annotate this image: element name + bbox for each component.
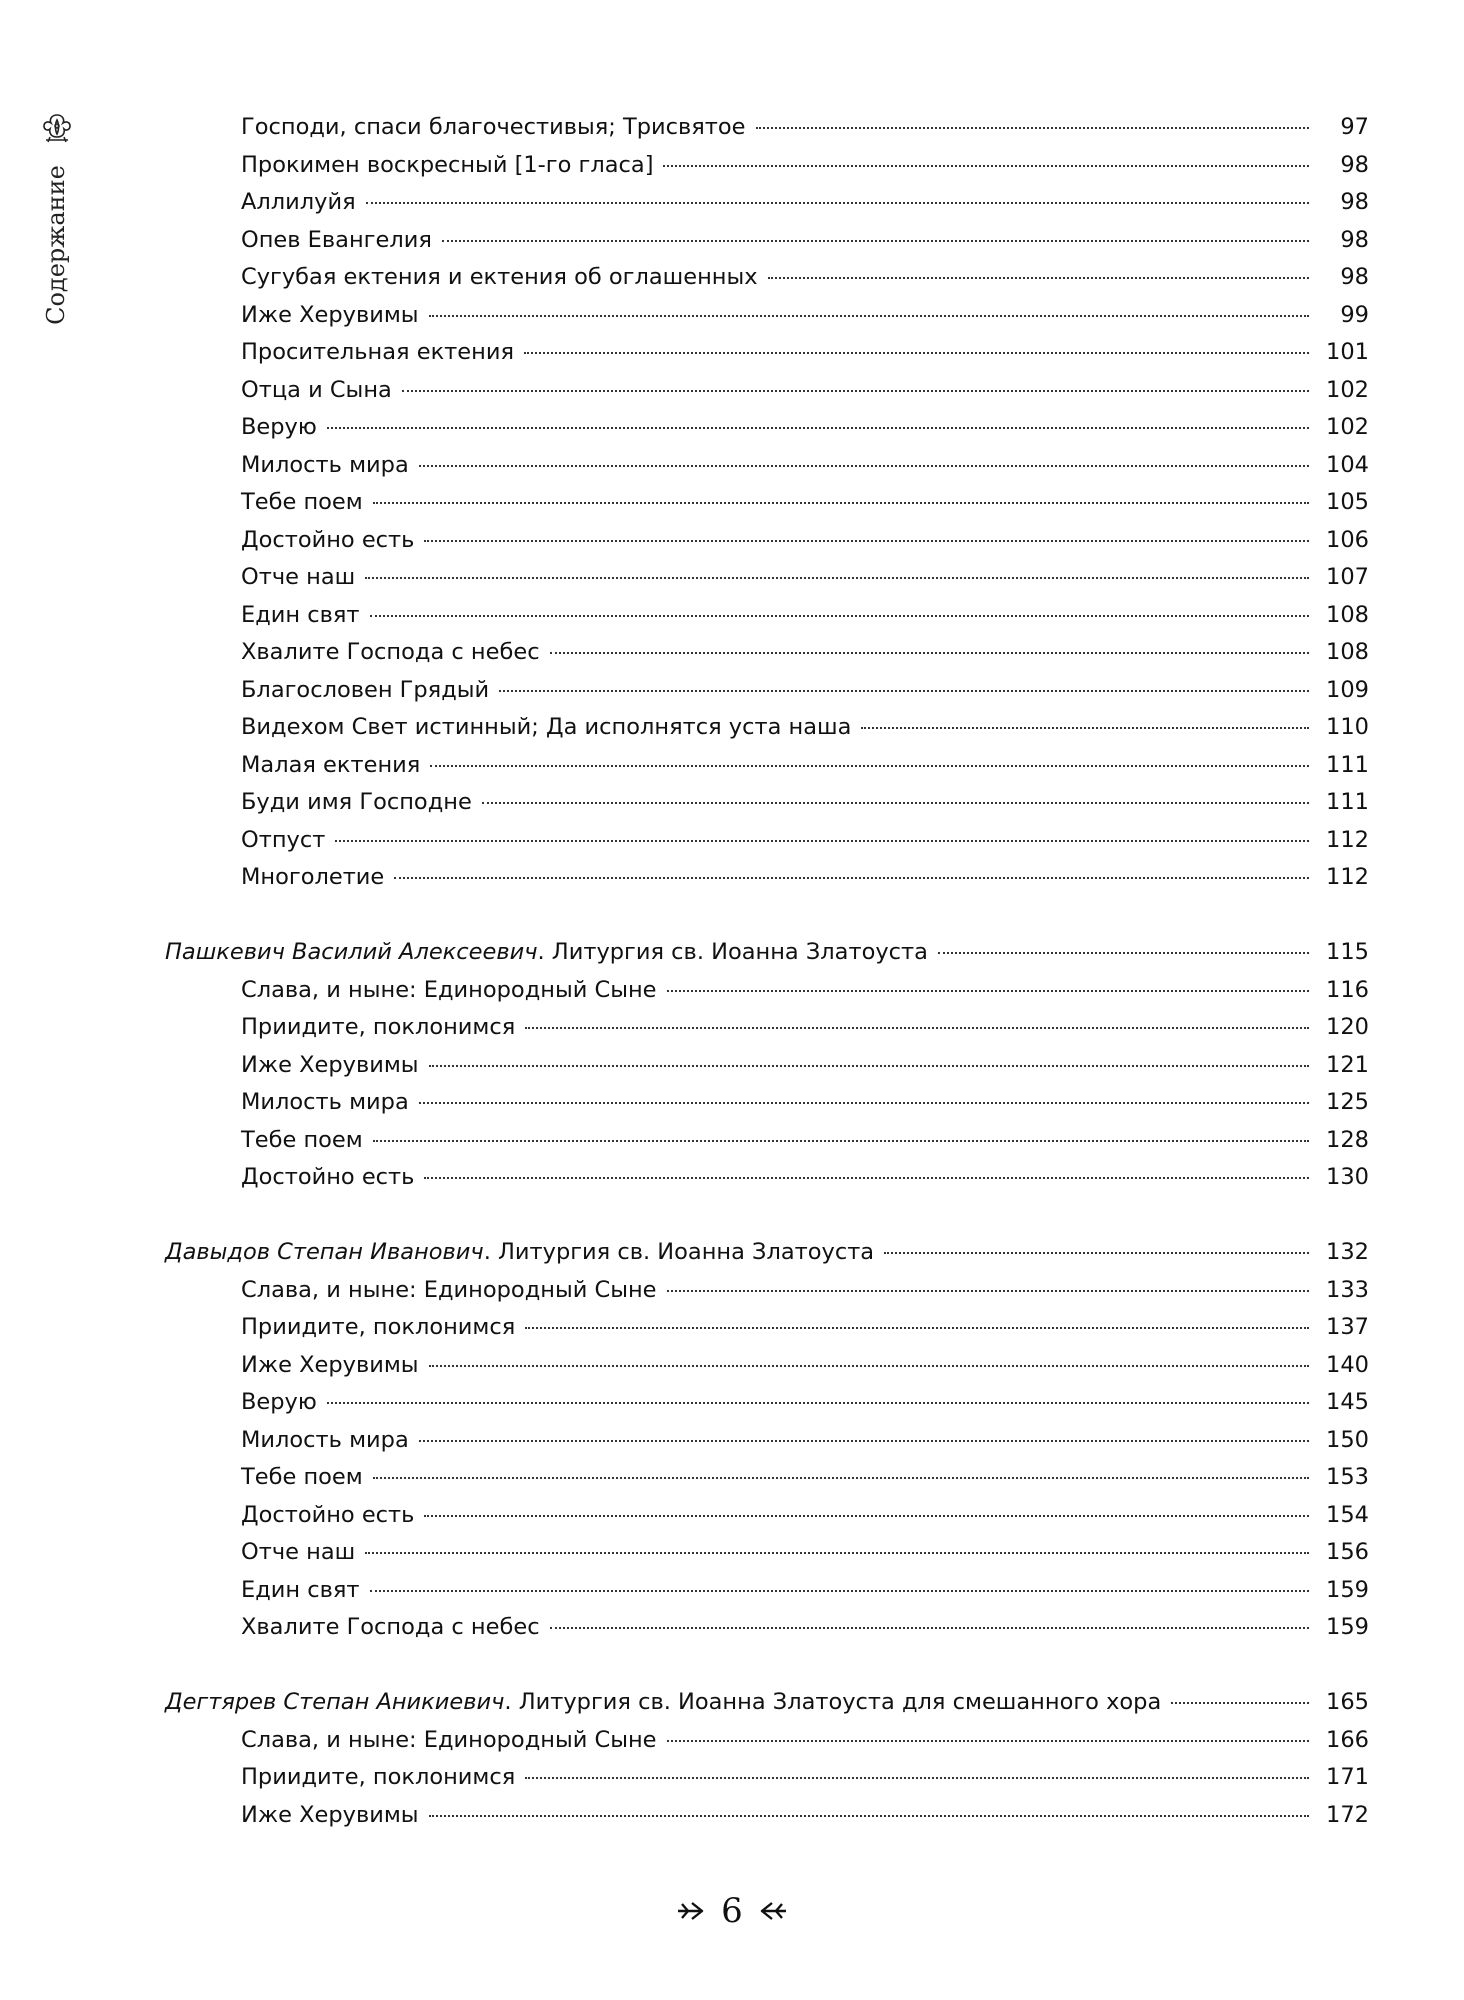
toc-dot-leader — [429, 315, 1309, 317]
toc-entry[interactable] — [0, 522, 1464, 559]
toc-dot-leader — [550, 652, 1309, 654]
toc-page-number: 112 — [1326, 864, 1369, 890]
toc-entry[interactable] — [0, 222, 1464, 259]
toc-entry-title — [165, 1234, 874, 1271]
toc-entry[interactable] — [0, 1759, 1464, 1796]
toc-entry-title: Многолетие — [241, 864, 385, 890]
toc-entry[interactable] — [0, 1384, 1464, 1421]
toc-entry-title: Тебе поем — [241, 489, 363, 515]
toc-dot-leader — [524, 352, 1309, 354]
toc-page-number: 98 — [1340, 226, 1369, 253]
toc-entry-title: Иже Херувимы — [241, 1351, 419, 1378]
toc-entry[interactable] — [0, 597, 1464, 634]
toc-entry[interactable] — [0, 1459, 1464, 1496]
toc-entry-title: Тебе поем — [241, 1126, 363, 1153]
toc-dot-leader — [365, 1552, 1309, 1554]
toc-entry[interactable] — [0, 184, 1464, 221]
toc-entry-title: Благословен Грядый — [241, 676, 490, 703]
toc-entry[interactable] — [0, 1347, 1464, 1384]
toc-section-heading[interactable] — [0, 1684, 1464, 1721]
toc-dot-leader — [525, 1027, 1309, 1029]
toc-page-number: 140 — [1326, 1351, 1369, 1378]
toc-dot-leader — [482, 802, 1309, 804]
toc-entry[interactable] — [0, 1309, 1464, 1346]
toc-page-number: 101 — [1326, 339, 1369, 365]
toc-page-number: 108 — [1326, 639, 1369, 665]
toc-entry[interactable] — [0, 1272, 1464, 1309]
toc-dot-leader — [667, 1740, 1309, 1742]
toc-section-heading[interactable] — [0, 1234, 1464, 1271]
toc-page-number: 110 — [1326, 714, 1369, 740]
toc-page-number: 137 — [1326, 1314, 1369, 1340]
toc-entry-title: Верую — [241, 414, 317, 440]
toc-dot-leader — [419, 1440, 1309, 1442]
toc-entry-title: Господи, спаси благочестивыя; Трисвятое — [241, 114, 746, 140]
toc-page-number: 109 — [1326, 676, 1369, 703]
toc-entry-title: Един свят — [241, 1576, 360, 1603]
toc-page-number: 106 — [1326, 526, 1369, 553]
toc-entry-title: Слава, и ныне: Единородный Сыне — [241, 1276, 657, 1303]
toc-entry-title: Достойно есть — [241, 526, 415, 553]
toc-dot-leader — [373, 1477, 1309, 1479]
toc-entry-title: Верую — [241, 1389, 317, 1415]
toc-page-number: 159 — [1326, 1614, 1369, 1640]
toc-dot-leader — [394, 877, 1309, 879]
toc-entry[interactable] — [0, 1422, 1464, 1459]
toc-dot-leader — [667, 1290, 1309, 1292]
toc-page-number: 153 — [1326, 1464, 1369, 1490]
toc-entry[interactable] — [0, 1609, 1464, 1646]
toc-dot-leader — [424, 1177, 1309, 1179]
toc-dot-leader — [366, 202, 1309, 204]
toc-entry-title: Отче наш — [241, 564, 356, 590]
toc-entry-title: Милость мира — [241, 1089, 409, 1115]
toc-dot-leader — [402, 390, 1309, 392]
toc-dot-leader — [768, 277, 1309, 279]
toc-dot-leader — [327, 1402, 1309, 1404]
toc-page-number: 156 — [1326, 1539, 1369, 1565]
page-footer — [0, 1889, 1464, 1931]
toc-entry[interactable] — [0, 1159, 1464, 1196]
toc-page-number: 98 — [1340, 189, 1369, 215]
toc-entry[interactable] — [0, 822, 1464, 859]
toc-page-number: 132 — [1326, 1239, 1369, 1265]
toc-dot-leader — [424, 1515, 1309, 1517]
toc-entry-title: Слава, и ныне: Единородный Сыне — [241, 1726, 657, 1753]
toc-entry[interactable] — [0, 1009, 1464, 1046]
toc-entry-title: Отче наш — [241, 1539, 356, 1565]
toc-page-number: 105 — [1326, 489, 1369, 515]
toc-page-number: 116 — [1326, 976, 1369, 1003]
toc-page-number: 102 — [1326, 414, 1369, 440]
toc-page-number: 115 — [1326, 939, 1369, 965]
toc-entry[interactable] — [0, 709, 1464, 746]
toc-page-number: 98 — [1340, 264, 1369, 290]
toc-dot-leader — [335, 840, 1309, 842]
toc-page-number: 172 — [1326, 1801, 1369, 1828]
toc-entry[interactable] — [0, 372, 1464, 409]
page-number: 6 — [721, 1891, 743, 1931]
toc-page-number: 111 — [1326, 751, 1369, 778]
toc-page-number: 154 — [1326, 1501, 1369, 1528]
toc-entry-title: Отца и Сына — [241, 376, 392, 403]
toc-dot-leader — [550, 1627, 1309, 1629]
toc-dot-leader — [1171, 1702, 1309, 1704]
toc-page-number: 171 — [1326, 1764, 1369, 1790]
toc-author-name: Дегтярев Степан Аникиевич — [165, 1689, 505, 1715]
toc-entry-title: Достойно есть — [241, 1164, 415, 1190]
toc-page-number: 111 — [1326, 789, 1369, 815]
toc-entry-title: Видехом Свет истинный; Да исполнятся уста наша — [241, 714, 852, 740]
toc-dot-leader — [327, 427, 1309, 429]
toc-entry-title: Иже Херувимы — [241, 301, 419, 328]
toc-entry[interactable] — [0, 559, 1464, 596]
toc-entry[interactable] — [0, 972, 1464, 1009]
toc-work-title: . Литургия св. Иоанна Златоуста для смешанного хора — [504, 1689, 1162, 1715]
toc-page-number: 166 — [1326, 1726, 1369, 1753]
toc-entry[interactable] — [0, 1572, 1464, 1609]
toc-entry-title: Слава, и ныне: Единородный Сыне — [241, 976, 657, 1003]
toc-entry-title: Малая ектения — [241, 751, 421, 778]
toc-page-number: 112 — [1326, 826, 1369, 853]
toc-entry[interactable] — [0, 1497, 1464, 1534]
toc-dot-leader — [419, 465, 1309, 467]
arrow-right-ornament-icon — [676, 1900, 706, 1922]
toc-entry-title: Един свят — [241, 601, 360, 628]
toc-entry-title: Просительная ектения — [241, 339, 514, 365]
toc-dot-leader — [429, 1815, 1309, 1817]
toc-dot-leader — [861, 727, 1309, 729]
toc-entry[interactable] — [0, 1084, 1464, 1121]
toc-dot-leader — [424, 540, 1309, 542]
toc-dot-leader — [430, 765, 1309, 767]
toc-dot-leader — [667, 990, 1309, 992]
toc-entry[interactable] — [0, 672, 1464, 709]
toc-entry-title: Приидите, поклонимся — [241, 1314, 516, 1340]
toc-page-number: 107 — [1326, 564, 1369, 590]
toc-dot-leader — [525, 1327, 1309, 1329]
toc-page-number: 99 — [1340, 301, 1369, 328]
toc-page-number: 165 — [1326, 1689, 1369, 1715]
toc-entry-title: Иже Херувимы — [241, 1801, 419, 1828]
toc-entry-title — [165, 934, 928, 971]
toc-entry-title: Иже Херувимы — [241, 1051, 419, 1078]
toc-entry[interactable] — [0, 634, 1464, 671]
toc-page-number: 159 — [1326, 1576, 1369, 1603]
toc-author-name: Пашкевич Василий Алексеевич — [165, 939, 538, 965]
toc-page-number: 120 — [1326, 1014, 1369, 1040]
toc-page-number: 150 — [1326, 1426, 1369, 1453]
toc-entry[interactable] — [0, 1722, 1464, 1759]
toc-page-number: 108 — [1326, 601, 1369, 628]
toc-page-number: 102 — [1326, 376, 1369, 403]
toc-dot-leader — [756, 127, 1309, 129]
toc-entry-title: Аллилуйя — [241, 189, 356, 215]
toc-entry[interactable] — [0, 409, 1464, 446]
toc-dot-leader — [442, 240, 1309, 242]
toc-section-heading[interactable] — [0, 934, 1464, 971]
toc-entry-title: Опев Евангелия — [241, 226, 432, 253]
toc-entry-title: Милость мира — [241, 1426, 409, 1453]
toc-entry-title: Приидите, поклонимся — [241, 1764, 516, 1790]
toc-entry[interactable] — [0, 109, 1464, 146]
toc-author-name: Давыдов Степан Иванович — [165, 1239, 484, 1265]
toc-entry-title: Приидите, поклонимся — [241, 1014, 516, 1040]
toc-dot-leader — [370, 1590, 1309, 1592]
toc-page-number: 130 — [1326, 1164, 1369, 1190]
toc-entry-title: Тебе поем — [241, 1464, 363, 1490]
toc-page-number: 104 — [1326, 451, 1369, 478]
toc-entry[interactable] — [0, 1047, 1464, 1084]
toc-entry[interactable] — [0, 484, 1464, 521]
toc-entry-title: Отпуст — [241, 826, 326, 853]
toc-entry-title: Сугубая ектения и ектения об оглашенных — [241, 264, 758, 290]
toc-work-title: . Литургия св. Иоанна Златоуста — [537, 939, 928, 965]
toc-dot-leader — [429, 1365, 1309, 1367]
toc-entry-title: Буди имя Господне — [241, 789, 472, 815]
toc-entry-title: Прокимен воскресный [1-го гласа] — [241, 151, 654, 178]
toc-entry[interactable] — [0, 859, 1464, 896]
toc-entry[interactable] — [0, 447, 1464, 484]
toc-dot-leader — [365, 577, 1309, 579]
toc-entry[interactable] — [0, 747, 1464, 784]
toc-page-number: 145 — [1326, 1389, 1369, 1415]
toc-page-number: 98 — [1340, 151, 1369, 178]
toc-dot-leader — [663, 165, 1309, 167]
toc-entry[interactable] — [0, 297, 1464, 334]
toc-entry-title: Хвалите Господа с небес — [241, 1614, 540, 1640]
toc-entry[interactable] — [0, 1534, 1464, 1571]
toc-entry[interactable] — [0, 1797, 1464, 1834]
toc-entry-title: Хвалите Господа с небес — [241, 639, 540, 665]
toc-entry[interactable] — [0, 147, 1464, 184]
toc-page-number: 125 — [1326, 1089, 1369, 1115]
arrow-left-ornament-icon — [758, 1900, 788, 1922]
toc-page-number: 121 — [1326, 1051, 1369, 1078]
toc-dot-leader — [499, 690, 1309, 692]
toc-dot-leader — [429, 1065, 1309, 1067]
toc-dot-leader — [525, 1777, 1309, 1779]
toc-page-number: 133 — [1326, 1276, 1369, 1303]
toc-dot-leader — [373, 1140, 1309, 1142]
toc-page-number: 97 — [1340, 114, 1369, 140]
toc-dot-leader — [938, 952, 1309, 954]
toc-entry-title: Милость мира — [241, 451, 409, 478]
toc-entry[interactable] — [0, 784, 1464, 821]
toc-dot-leader — [370, 615, 1309, 617]
toc-dot-leader — [373, 502, 1309, 504]
toc-entry[interactable] — [0, 259, 1464, 296]
section-label: Содержание — [42, 165, 70, 325]
toc-entry-title — [165, 1684, 1161, 1721]
toc-entry[interactable] — [0, 1122, 1464, 1159]
toc-entry[interactable] — [0, 334, 1464, 371]
toc-page-number: 128 — [1326, 1126, 1369, 1153]
toc-dot-leader — [884, 1252, 1309, 1254]
toc-entry-title: Достойно есть — [241, 1501, 415, 1528]
toc-dot-leader — [419, 1102, 1309, 1104]
toc-work-title: . Литургия св. Иоанна Златоуста — [483, 1239, 875, 1265]
